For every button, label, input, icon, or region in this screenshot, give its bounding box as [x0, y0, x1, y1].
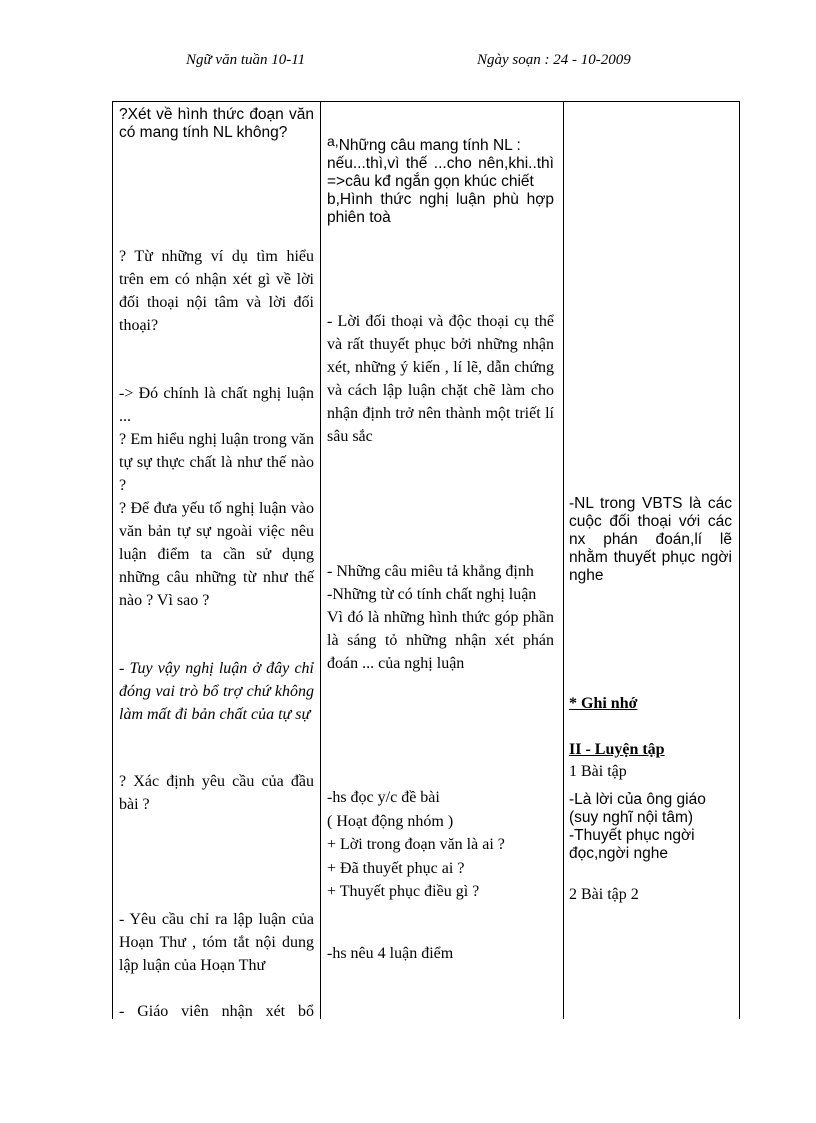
- answer-reason: Vì đó là những hình thức góp phần là sáng tỏ những nhận xét phán đoán ... của nghị luận: [327, 609, 554, 672]
- answer-a-marker: a,: [327, 133, 339, 149]
- answer-a-detail: nếu...thì,vì thế ...cho nên,khi..thì =>câu kđ ngắn gọn khúc chiết: [327, 155, 554, 190]
- practice-heading: II - Luyện tập: [569, 741, 665, 758]
- page-header: [0, 52, 816, 76]
- read-prompt: -hs đọc y/c đề bài: [327, 789, 440, 806]
- exercise-1-title: 1 Bài tập: [569, 763, 627, 780]
- question-conclusion: [119, 382, 314, 497]
- remember-heading: * Ghi nhớ: [569, 695, 638, 712]
- who-persuaded: + Đã thuyết phục ai ?: [327, 859, 465, 877]
- table-left-border: [112, 101, 113, 1019]
- teacher-comment: - Giáo viên nhận xét bổ: [119, 1003, 314, 1020]
- exercise-1-answer: [569, 791, 732, 863]
- who-speaks: + Lời trong đoạn văn là ai ?: [327, 836, 505, 853]
- answer-b: b,Hình thức nghị luận phù hợp phiên toà: [327, 191, 554, 226]
- question-dialogue: ? Từ những ví dụ tìm hiểu trên em có nhận xét gì về lời đối thoại nội tâm và lời đối thoại?: [119, 248, 314, 334]
- exercise-2-title: 2 Bài tập 2: [569, 886, 639, 903]
- answer-four-points: -hs nêu 4 luận điểm: [327, 945, 454, 962]
- answer-dialogue: - Lời đối thoại và độc thoại cụ thể và rất thuyết phục bởi những nhận xét, những ý kiến , lí lẽ, dẫn chứng và cách lập luận chặt chẽ làm cho nhận định trở nên thành một triết lí sâu sắc: [327, 313, 554, 445]
- exercise-1-persuade: -Thuyết phục ngời đọc,ngời nghe: [569, 827, 695, 862]
- column-divider-1: [320, 101, 321, 1019]
- answer-group-work: [327, 786, 554, 904]
- table-right-border: [739, 101, 740, 1019]
- requirement-detail: - Yêu cầu chỉ ra lập luận của Hoạn Thư , tóm tắt nội dung lập luận của Hoạn Thư: [119, 911, 314, 974]
- header-subject-week: Ngữ văn tuần 10-11: [186, 52, 306, 68]
- exercise-1-speaker: -Là lời của ông giáo (suy nghĩ nội tâm): [569, 791, 706, 826]
- what-persuaded: + Thuyết phục điều gì ?: [327, 883, 480, 900]
- summary-nl: -NL trong VBTS là các cuộc đối thoại với các nx phán đoán,lí lẽ nhằm thuyết phục ngời nghe: [569, 495, 732, 584]
- question-form: ?Xét về hình thức đoạn văn có mang tính NL không?: [119, 106, 314, 141]
- header-date: Ngày soạn : 24 - 10-2009: [477, 52, 631, 68]
- question-requirement: ? Xác định yêu cầu của đầu bài ?: [119, 773, 314, 813]
- answer-sentences: - Những câu miêu tả khẳng định: [327, 563, 534, 580]
- answer-words: [327, 560, 554, 675]
- question-essence: ? Em hiểu nghị luận trong văn tự sự thực chất là như thế nào ?: [119, 431, 314, 494]
- conclusion-text: -> Đó chính là chất nghị luận ...: [119, 385, 314, 425]
- answer-form: [327, 132, 554, 227]
- question-words: ? Để đưa yếu tố nghị luận vào văn bản tự sự ngoài việc nêu luận điểm ta cần sử dụng những câu những từ như thế nào ? Vì sao ?: [119, 500, 314, 609]
- note-italic: - Tuy vậy nghị luận ở đây chỉ đóng vai trò bổ trợ chứ không làm mất đi bản chất của tự sự: [119, 660, 314, 723]
- answer-a-title: a,Những câu mang tính NL :: [327, 133, 521, 154]
- table-top-border: [112, 101, 740, 102]
- column-divider-2: [563, 101, 564, 1019]
- group-activity: ( Hoạt động nhóm ): [327, 812, 454, 830]
- answer-terms: -Những từ có tính chất nghị luận: [327, 586, 537, 603]
